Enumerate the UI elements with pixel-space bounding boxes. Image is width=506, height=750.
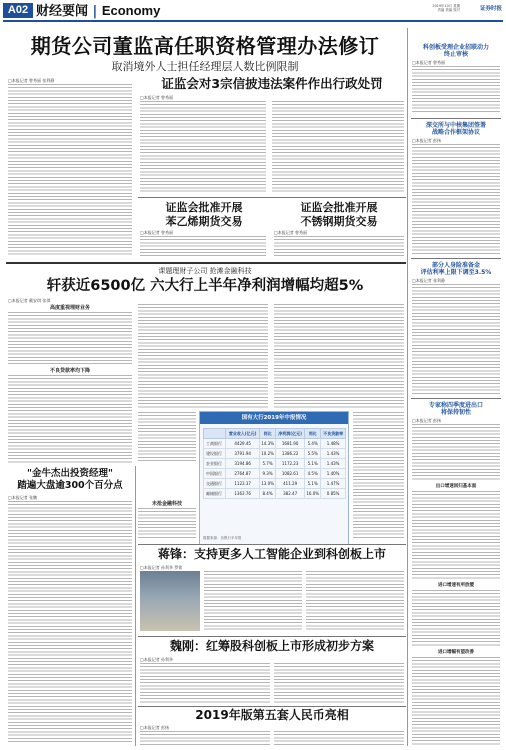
right-story2-headline: 深交所与中核集团签署 战略合作框架协议 bbox=[425, 122, 486, 136]
page-code: A02 bbox=[3, 3, 33, 18]
story7-body-col1 bbox=[204, 571, 302, 631]
table-grid bbox=[203, 428, 346, 499]
story8-body-col2 bbox=[274, 663, 404, 703]
masthead-rule bbox=[3, 20, 503, 22]
story-rule bbox=[411, 118, 501, 119]
story5-body-col2 bbox=[138, 304, 268, 408]
story7-body-col2 bbox=[306, 571, 404, 631]
table-row: 邮储银行 1363.76 8.4% 382.47 16.0% 0.85% bbox=[204, 489, 346, 499]
section-rule bbox=[6, 262, 406, 264]
story-rule bbox=[138, 706, 406, 707]
column-divider bbox=[407, 28, 408, 746]
story3-headline: 证监会批准开展 苯乙烯期货交易 bbox=[165, 201, 243, 228]
right-story4-subhead-2: 进口增速有所放缓 bbox=[438, 583, 474, 588]
right-story4-subhead-3: 进口增幅有望改善 bbox=[438, 650, 474, 655]
section-title: 财经要闻 | Economy bbox=[36, 3, 161, 19]
right-story1-body bbox=[412, 66, 500, 114]
story5-byline: □本报记者 戴安琪 张琪 bbox=[8, 298, 51, 303]
story6-headline: "金牛杰出投资经理" 踏遍大盘逾300个百分点 bbox=[17, 468, 123, 491]
table-header-row bbox=[204, 429, 346, 439]
story7-headline: 蒋锋：支持更多人工智能企业到科创板上市 bbox=[157, 547, 386, 561]
story9-byline: □本报记者 彭扬 bbox=[140, 725, 170, 730]
lead-deck: 取消境外人士担任经理层人数比例限制 bbox=[111, 60, 299, 73]
right-story4-body-b bbox=[412, 491, 500, 579]
story3-byline: □本报记者 曾秀丽 bbox=[140, 230, 174, 235]
story5-subhead-2: 不良贷款率均下降 bbox=[49, 368, 90, 374]
table-row: 工商银行 4429.45 14.3% 1681.90 5.4% 1.48% bbox=[204, 439, 346, 449]
table-row: 农业银行 3194.86 5.7% 1172.23 5.1% 1.43% bbox=[204, 459, 346, 469]
table-header: 同比 bbox=[260, 429, 276, 439]
story2-body-col2 bbox=[272, 101, 404, 193]
table-header: 净利润(亿元) bbox=[276, 429, 305, 439]
story4-body-text bbox=[274, 236, 404, 258]
story9-body-col2 bbox=[274, 731, 404, 746]
right-story3-byline: □本报记者 张利静 bbox=[412, 278, 446, 283]
lead-headline: 期货公司董监高任职资格管理办法修订 bbox=[30, 34, 380, 58]
story5-headline: 轩获近6500亿 六大行上半年净利润增幅均超5% bbox=[46, 278, 364, 294]
right-story4-headline: 专家称四季度进出口 将保持韧性 bbox=[428, 402, 483, 416]
table-title: 国有大行2019年中报情况 bbox=[200, 412, 348, 424]
right-story4-body-c bbox=[412, 590, 500, 646]
masthead-meta: 2019年10月 星期 责编 美编 校对 bbox=[432, 4, 460, 12]
story8-headline: 魏刚：红筹股科创板上市形成初步方案 bbox=[169, 639, 374, 653]
story9-headline: 2019年版第五套人民币亮相 bbox=[195, 708, 349, 722]
story7-byline: □本报记者 孙利华 罗铭 bbox=[140, 565, 183, 570]
table-header: 同比 bbox=[305, 429, 321, 439]
story9-body-col1 bbox=[140, 731, 270, 746]
right-story1-headline: 科创板受理企业招联动力 终止审核 bbox=[422, 44, 489, 58]
story5-body-col4 bbox=[353, 412, 404, 538]
table-header: 营业收入(亿元) bbox=[226, 429, 260, 439]
table-row: 建设银行 3791.94 10.2% 1386.22 5.5% 1.43% bbox=[204, 449, 346, 459]
right-story4-body-d bbox=[412, 657, 500, 745]
story5-body-col1b bbox=[8, 375, 132, 463]
story2-byline: □本报记者 曾秀丽 bbox=[140, 95, 174, 100]
right-story1-byline: □本报记者 曾秀丽 bbox=[412, 60, 446, 65]
right-story4-body-a bbox=[412, 424, 500, 480]
story5-kicker: 课题理财子公司 抢滩金融科技 bbox=[158, 267, 252, 275]
lead-byline: □本报记者 曾秀丽 张利静 bbox=[8, 78, 55, 83]
table-header: 不良贷款率 bbox=[321, 429, 346, 439]
right-story4-byline: □本报记者 彭扬 bbox=[412, 418, 442, 423]
table-row: 中国银行 2764.87 9.3% 1082.61 4.5% 1.40% bbox=[204, 469, 346, 479]
story8-byline: □本报记者 孙利华 bbox=[140, 657, 174, 662]
masthead bbox=[0, 0, 506, 22]
table-header bbox=[204, 429, 226, 439]
story4-byline: □本报记者 曾秀丽 bbox=[274, 230, 308, 235]
story2-body-col1 bbox=[140, 101, 266, 193]
table-source-note: 数据来源：各银行半年报 bbox=[203, 536, 242, 540]
right-story2-body bbox=[412, 144, 500, 254]
story5-subhead-1: 高度重视理财业务 bbox=[49, 305, 90, 311]
newspaper-name: 证券时报 bbox=[479, 6, 502, 12]
lead-body-text bbox=[8, 84, 132, 256]
bank-results-table bbox=[199, 411, 349, 545]
story-rule bbox=[411, 258, 501, 259]
story5-body-col3 bbox=[274, 304, 404, 408]
story5-body-col2b bbox=[138, 412, 196, 462]
story-rule bbox=[411, 398, 501, 399]
column-divider bbox=[135, 466, 136, 746]
story5-subhead-3: 未抢金融科技 bbox=[151, 501, 182, 507]
speaker-photo bbox=[140, 571, 200, 631]
story-rule bbox=[138, 544, 406, 545]
story5-body-col1a bbox=[8, 312, 132, 364]
story3-body-text bbox=[140, 236, 266, 258]
story5-body-col2c bbox=[138, 508, 196, 538]
table-row: 交通银行 1123.37 13.0% 411.29 5.1% 1.47% bbox=[204, 479, 346, 489]
story-rule bbox=[138, 197, 406, 198]
story6-body-text bbox=[8, 501, 132, 743]
story2-headline: 证监会对3宗信披违法案件作出行政处罚 bbox=[161, 76, 383, 91]
right-story3-headline: 部分人身险准备金 评估利率上限下调至3.5% bbox=[420, 262, 492, 276]
story8-body-col1 bbox=[140, 663, 270, 703]
right-story4-subhead-1: 出口增速回归基本面 bbox=[435, 484, 477, 489]
story-rule bbox=[138, 636, 406, 637]
story6-byline: □本报记者 张鹏 bbox=[8, 495, 38, 500]
right-story2-byline: □本报记者 彭扬 bbox=[412, 138, 442, 143]
right-story3-body bbox=[412, 284, 500, 394]
story4-headline: 证监会批准开展 不锈钢期货交易 bbox=[300, 201, 378, 228]
